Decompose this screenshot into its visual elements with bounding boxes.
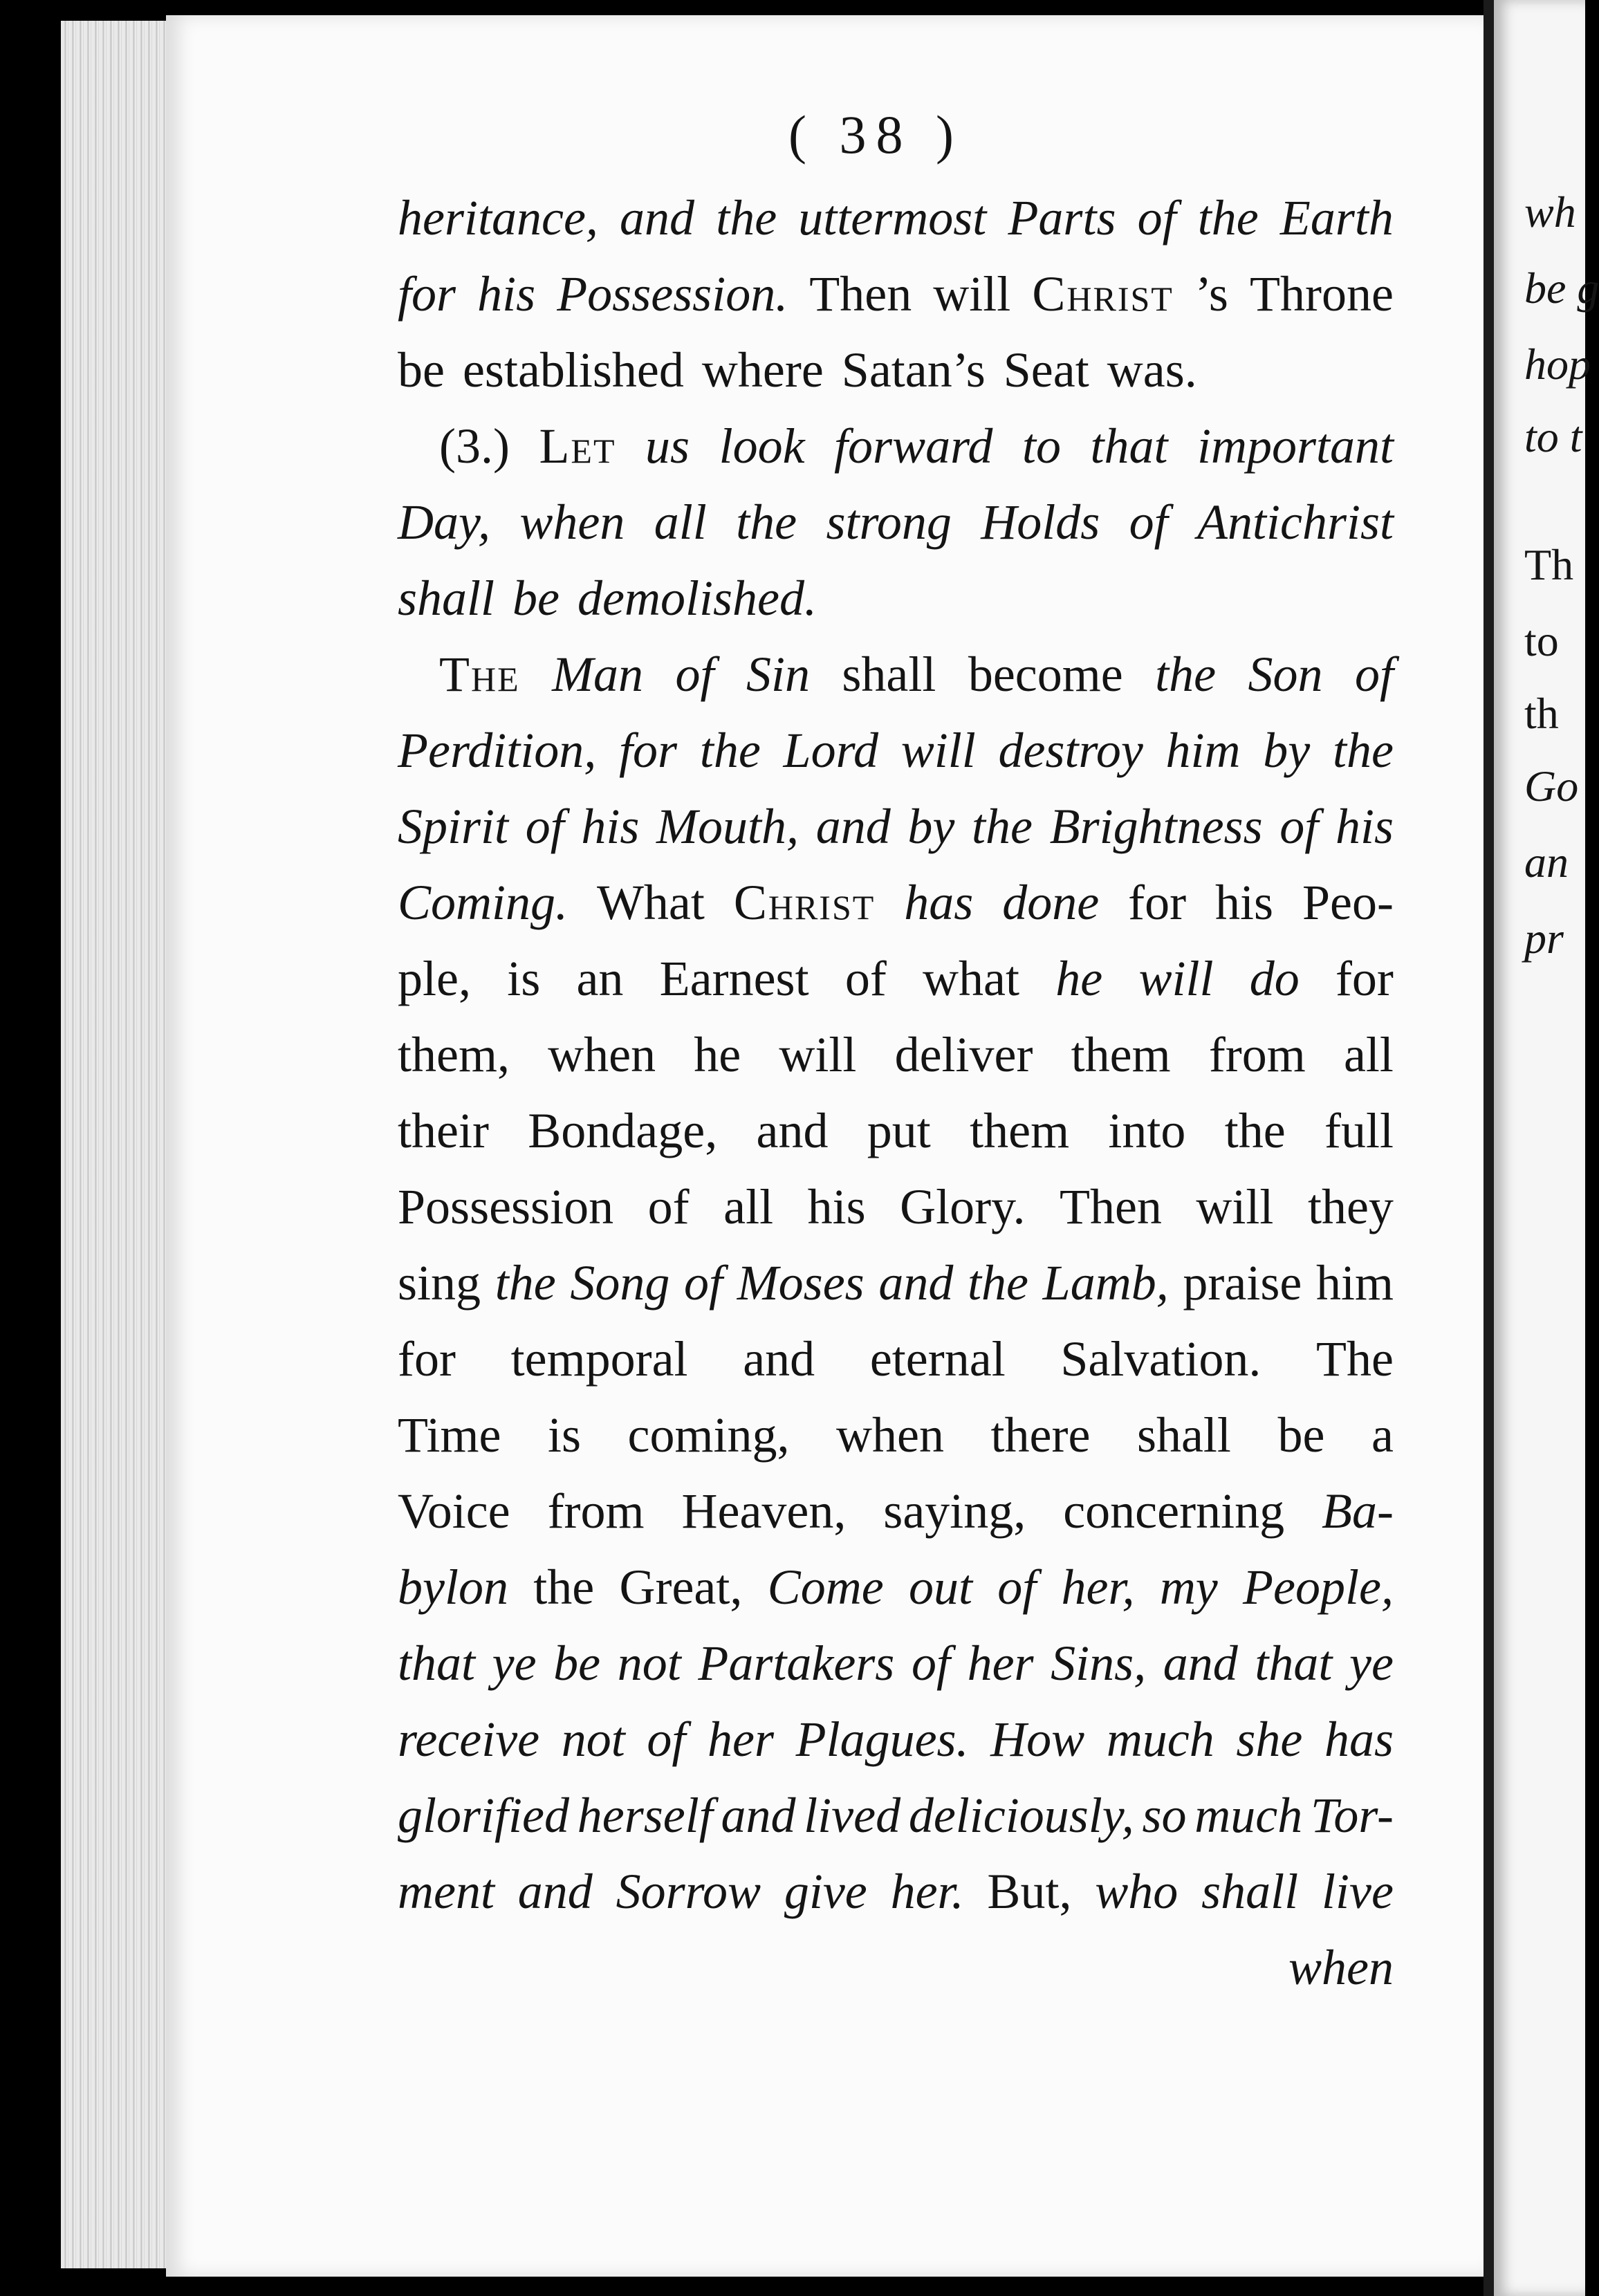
- word: by: [907, 799, 955, 854]
- word: of: [675, 647, 714, 702]
- word: the: [533, 1559, 595, 1615]
- word: People,: [1243, 1559, 1394, 1615]
- word: Earnest: [659, 951, 809, 1006]
- word: to: [1022, 418, 1061, 474]
- word: receive: [398, 1712, 540, 1767]
- word: Peo-: [1302, 875, 1394, 930]
- word: coming,: [627, 1407, 790, 1463]
- word: all: [654, 494, 707, 550]
- word: of: [844, 951, 887, 1006]
- word: demolished.: [577, 571, 817, 626]
- word: destroy: [998, 723, 1143, 778]
- word: be: [512, 571, 560, 626]
- word: strong: [826, 494, 952, 550]
- word: deliciously,: [908, 1788, 1134, 1843]
- word: shall: [398, 571, 495, 626]
- right-page-text-fragment: Th: [1524, 540, 1574, 589]
- word: of: [1354, 647, 1394, 702]
- word: Throne: [1250, 266, 1394, 322]
- word: much: [1194, 1788, 1303, 1843]
- word: Partakers: [698, 1636, 895, 1691]
- word: out: [908, 1559, 972, 1615]
- word: so: [1142, 1788, 1187, 1843]
- word: live: [1322, 1864, 1394, 1919]
- catchword-line: [398, 1929, 1394, 2006]
- word: Lamb,: [1042, 1255, 1169, 1311]
- right-page-text-fragment: to: [1524, 616, 1559, 665]
- word: will: [933, 266, 1011, 322]
- word: Parts: [1008, 190, 1116, 246]
- word: Brightness: [1049, 799, 1263, 854]
- word: my: [1159, 1559, 1218, 1615]
- word: will: [1138, 951, 1214, 1006]
- text-line: [398, 408, 1394, 484]
- text-line: [398, 1017, 1394, 1093]
- word: the: [1155, 647, 1217, 702]
- text-line: [398, 1853, 1394, 1929]
- word: not: [617, 1636, 681, 1691]
- text-line: [398, 1245, 1394, 1321]
- word: be: [1277, 1407, 1325, 1463]
- word: Perdition,: [398, 723, 597, 778]
- word: glorified: [398, 1788, 569, 1843]
- text-line: [398, 484, 1394, 560]
- word: them,: [398, 1027, 510, 1082]
- word: lived: [804, 1788, 901, 1843]
- word: concerning: [1063, 1483, 1285, 1539]
- right-page-text-fragment: be g: [1524, 263, 1599, 313]
- word: Sorrow: [616, 1864, 761, 1919]
- word: for: [398, 266, 456, 322]
- word: Seat: [1003, 342, 1089, 398]
- word: be: [398, 342, 445, 398]
- word: into: [1108, 1103, 1186, 1158]
- word: Spirit: [398, 799, 509, 854]
- word: uttermost: [798, 190, 987, 246]
- word: heritance,: [398, 190, 598, 246]
- word: from: [547, 1483, 645, 1539]
- word: there: [990, 1407, 1091, 1463]
- right-page-text-fragment: to t: [1524, 412, 1582, 461]
- right-page-text-fragment: an: [1524, 837, 1569, 887]
- word: What: [596, 875, 705, 930]
- word: ment: [398, 1864, 495, 1919]
- word: herself: [577, 1788, 713, 1843]
- word: for: [398, 1331, 456, 1387]
- word: Moses: [737, 1255, 865, 1311]
- word: his: [581, 799, 640, 854]
- word: when: [836, 1407, 944, 1463]
- word: Antichrist: [1197, 494, 1394, 550]
- word: The: [439, 647, 520, 702]
- body-text: [398, 180, 1394, 1929]
- word: them: [1071, 1027, 1171, 1082]
- word: Coming.: [398, 875, 569, 930]
- word: all: [723, 1179, 774, 1234]
- word: of: [647, 1179, 690, 1234]
- book-gutter: [1484, 0, 1494, 2296]
- word: his: [807, 1179, 866, 1234]
- word: the: [699, 723, 761, 778]
- word: and: [756, 1103, 829, 1158]
- text-line: [398, 864, 1394, 941]
- word: Salvation.: [1060, 1331, 1261, 1387]
- word: deliver: [894, 1027, 1033, 1082]
- word: Possession: [398, 1179, 614, 1234]
- word: when: [548, 1027, 656, 1082]
- word: look: [719, 418, 805, 474]
- word: sing: [398, 1255, 481, 1311]
- word: be: [553, 1636, 601, 1691]
- word: the: [968, 1255, 1028, 1311]
- word: he: [1055, 951, 1103, 1006]
- text-line: [398, 788, 1394, 864]
- text-line: [398, 256, 1394, 332]
- word: Christ: [1032, 266, 1174, 322]
- word: Mouth,: [656, 799, 800, 854]
- word: of: [1129, 494, 1168, 550]
- word: put: [867, 1103, 931, 1158]
- word: ple,: [398, 951, 471, 1006]
- word: Then: [1059, 1179, 1162, 1234]
- word: her: [967, 1636, 1034, 1691]
- word: give: [784, 1864, 867, 1919]
- word: their: [398, 1103, 489, 1158]
- text-line: [398, 941, 1394, 1017]
- word: an: [576, 951, 624, 1006]
- word: what: [923, 951, 1019, 1006]
- word: and: [1163, 1636, 1238, 1691]
- word: her: [708, 1712, 774, 1767]
- word: shall: [842, 647, 936, 702]
- word: saying,: [883, 1483, 1026, 1539]
- word: Voice: [398, 1483, 510, 1539]
- word: and: [743, 1331, 815, 1387]
- word: Sin: [746, 647, 810, 702]
- word: the: [736, 494, 797, 550]
- word: Bondage,: [528, 1103, 718, 1158]
- word: much: [1106, 1712, 1214, 1767]
- text-line: [398, 1473, 1394, 1549]
- word: of: [1137, 190, 1176, 246]
- word: do: [1249, 951, 1300, 1006]
- page-edges: [61, 21, 178, 2268]
- word: that: [1255, 1636, 1333, 1691]
- word: shall: [1136, 1407, 1231, 1463]
- word: important: [1196, 418, 1394, 474]
- word: of: [997, 1559, 1037, 1615]
- word: she: [1236, 1712, 1303, 1767]
- page-number: ( 38 ): [788, 104, 963, 165]
- word: bylon: [398, 1559, 508, 1615]
- word: her,: [1061, 1559, 1135, 1615]
- word: become: [968, 647, 1123, 702]
- word: where: [701, 342, 824, 398]
- word: has: [904, 875, 974, 930]
- word: will: [779, 1027, 857, 1082]
- word: he: [694, 1027, 741, 1082]
- word: Day,: [398, 494, 490, 550]
- word: will: [1196, 1179, 1274, 1234]
- word: Satan’s: [841, 342, 986, 398]
- word: his: [1215, 875, 1274, 930]
- catchword: when: [1288, 1940, 1394, 1995]
- word: the: [495, 1255, 556, 1311]
- word: Time: [398, 1407, 501, 1463]
- text-line: [398, 1093, 1394, 1169]
- right-page-text-fragment: th: [1524, 689, 1559, 738]
- word: of: [911, 1636, 950, 1691]
- word: and: [878, 1255, 954, 1311]
- word: and: [517, 1864, 593, 1919]
- word: Come: [767, 1559, 884, 1615]
- word: Let: [539, 418, 616, 474]
- word: his: [477, 266, 536, 322]
- word: and: [721, 1788, 796, 1843]
- word: Ba-: [1322, 1483, 1394, 1539]
- text-line: [398, 636, 1394, 712]
- word: the: [1333, 723, 1394, 778]
- word: Heaven,: [681, 1483, 847, 1539]
- right-page-text-fragment: pr: [1524, 914, 1564, 963]
- word: the: [1224, 1103, 1286, 1158]
- word: a: [1371, 1407, 1394, 1463]
- text-line: [398, 1549, 1394, 1625]
- word: shall: [1201, 1864, 1299, 1919]
- word: How: [990, 1712, 1085, 1767]
- word: ye: [492, 1636, 537, 1691]
- text-line: [398, 180, 1394, 256]
- word: all: [1343, 1027, 1394, 1082]
- word: Then: [809, 266, 912, 322]
- word: us: [645, 418, 690, 474]
- word: eternal: [869, 1331, 1006, 1387]
- word: established: [462, 342, 684, 398]
- word: Song: [570, 1255, 670, 1311]
- text-line: [398, 560, 1394, 636]
- word: him: [1315, 1255, 1394, 1311]
- word: Christ: [733, 875, 876, 930]
- word: (3.): [439, 418, 510, 474]
- word: will: [900, 723, 976, 778]
- word: Great,: [619, 1559, 743, 1615]
- word: by: [1263, 723, 1311, 778]
- word: the: [716, 190, 777, 246]
- text-line: [398, 1777, 1394, 1853]
- word: for: [1128, 875, 1187, 930]
- right-page-fragment: [1494, 0, 1599, 2296]
- word: Earth: [1279, 190, 1394, 246]
- word: Glory.: [900, 1179, 1026, 1234]
- word: Holds: [981, 494, 1100, 550]
- word: and: [815, 799, 891, 854]
- word: of: [647, 1712, 686, 1767]
- word: Possession.: [557, 266, 788, 322]
- word: them: [970, 1103, 1070, 1158]
- word: they: [1307, 1179, 1394, 1234]
- word: But,: [987, 1864, 1072, 1919]
- word: for: [619, 723, 678, 778]
- word: temporal: [510, 1331, 688, 1387]
- right-page-text-fragment: Go: [1524, 761, 1579, 811]
- word: is: [547, 1407, 581, 1463]
- word: is: [507, 951, 541, 1006]
- word: forward: [834, 418, 993, 474]
- word: the: [971, 799, 1033, 854]
- word: who: [1095, 1864, 1179, 1919]
- word: that: [398, 1636, 476, 1691]
- word: Plagues.: [795, 1712, 969, 1767]
- word: ye: [1349, 1636, 1394, 1691]
- word: when: [519, 494, 625, 550]
- word: of: [1279, 799, 1319, 854]
- word: was.: [1107, 342, 1197, 398]
- word: of: [525, 799, 564, 854]
- text-line: [398, 1169, 1394, 1245]
- word: praise: [1183, 1255, 1302, 1311]
- word: his: [1335, 799, 1394, 854]
- text-line: [398, 1625, 1394, 1701]
- word: Lord: [783, 723, 878, 778]
- word: of: [684, 1255, 723, 1311]
- text-line: [398, 1321, 1394, 1397]
- text-line: [398, 1701, 1394, 1777]
- word: ’s: [1194, 266, 1228, 322]
- word: Man: [552, 647, 644, 702]
- text-line: [398, 712, 1394, 788]
- right-page-text-fragment: wh: [1524, 187, 1576, 237]
- word: for: [1335, 951, 1394, 1006]
- word: the: [1197, 190, 1259, 246]
- word: Sins,: [1051, 1636, 1147, 1691]
- word: and: [620, 190, 695, 246]
- word: her.: [890, 1864, 964, 1919]
- word: Son: [1248, 647, 1323, 702]
- word: him: [1165, 723, 1241, 778]
- word: not: [561, 1712, 625, 1767]
- word: that: [1090, 418, 1168, 474]
- word: full: [1324, 1103, 1394, 1158]
- word: Tor-: [1310, 1788, 1394, 1843]
- word: The: [1316, 1331, 1394, 1387]
- word: done: [1002, 875, 1100, 930]
- text-line: [398, 332, 1394, 408]
- right-page-text-fragment: hop: [1524, 340, 1591, 389]
- word: has: [1324, 1712, 1394, 1767]
- text-line: [398, 1397, 1394, 1473]
- word: from: [1208, 1027, 1306, 1082]
